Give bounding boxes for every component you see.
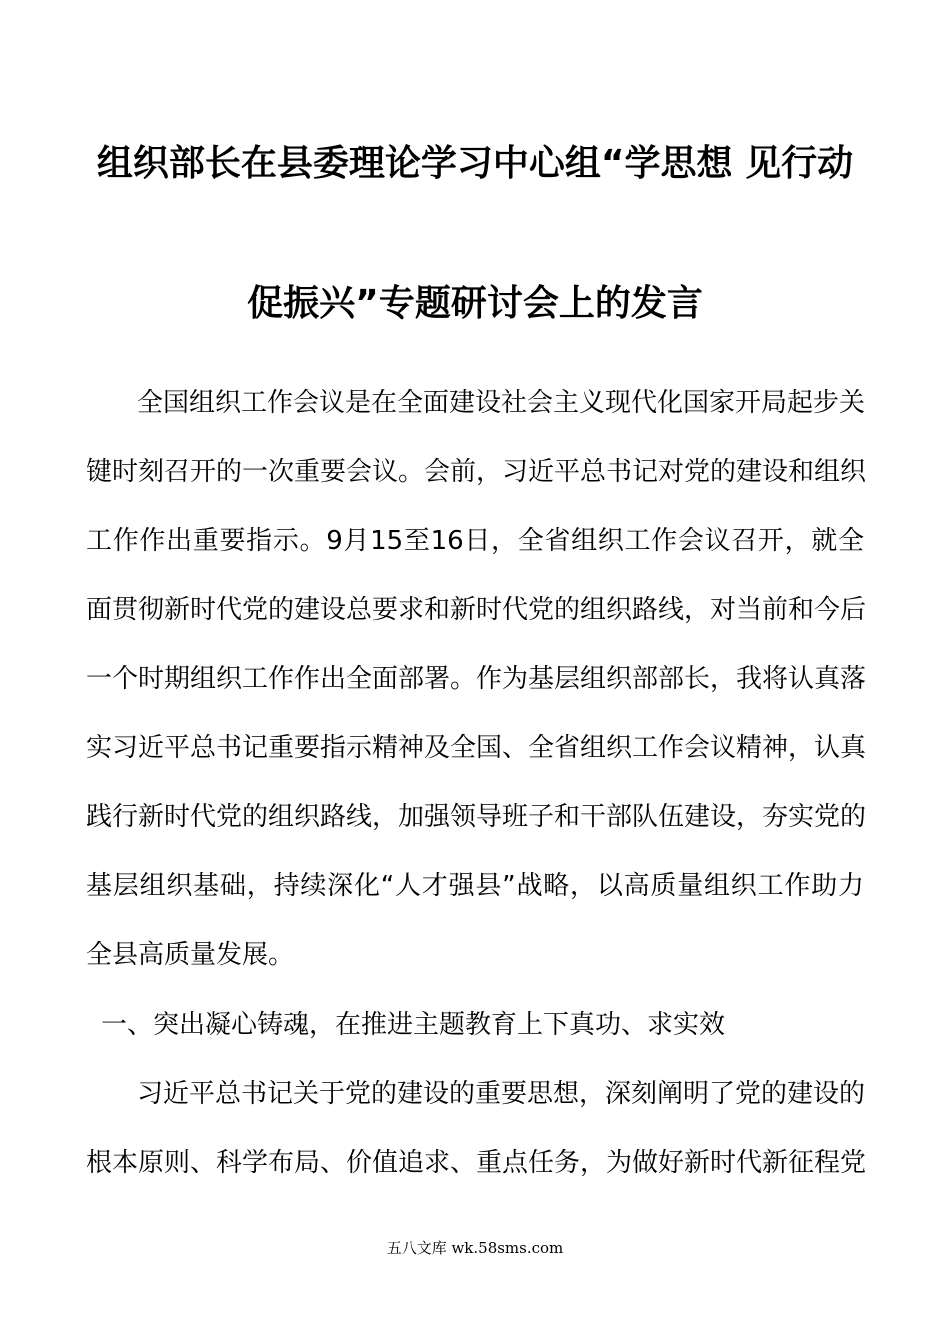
paragraph-2-line-1: 习近平总书记关于党的建设的重要思想，深刻阐明了党的建设的 — [137, 1079, 866, 1109]
document-title-line-1: 组织部长在县委理论学习中心组“学思想 见行动 — [96, 143, 854, 184]
paragraph-1-line-4: 面贯彻新时代党的建设总要求和新时代党的组织路线，对当前和今后 — [86, 595, 867, 625]
paragraph-1-line-6: 实习近平总书记重要指示精神及全国、全省组织工作会议精神，认真 — [86, 733, 867, 763]
paragraph-1-line-1: 全国组织工作会议是在全面建设社会主义现代化国家开局起步关 — [137, 388, 866, 418]
document-title-line-2: 促振兴”专题研讨会上的发言 — [247, 283, 703, 324]
paragraph-1-line-2: 键时刻召开的一次重要会议。会前，习近平总书记对党的建设和组织 — [86, 457, 867, 487]
footer-watermark: 五八文库 wk.58sms.com — [386, 1239, 564, 1257]
paragraph-2-line-2: 根本原则、科学布局、价值追求、重点任务，为做好新时代新征程党 — [86, 1148, 867, 1178]
section-1-heading: 一、突出凝心铸魂，在推进主题教育上下真功、求实效 — [101, 1010, 726, 1040]
paragraph-1-line-3: 工作作出重要指示。9月15至16日，全省组织工作会议召开，就全 — [86, 526, 864, 556]
paragraph-1-line-5: 一个时期组织工作作出全面部署。作为基层组织部部长，我将认真落 — [86, 664, 867, 694]
paragraph-1-line-7: 践行新时代党的组织路线，加强领导班子和干部队伍建设，夯实党的 — [86, 802, 867, 832]
paragraph-1-line-9: 全县高质量发展。 — [86, 940, 295, 970]
paragraph-1-line-8: 基层组织基础，持续深化“人才强县”战略，以高质量组织工作助力 — [86, 871, 864, 901]
